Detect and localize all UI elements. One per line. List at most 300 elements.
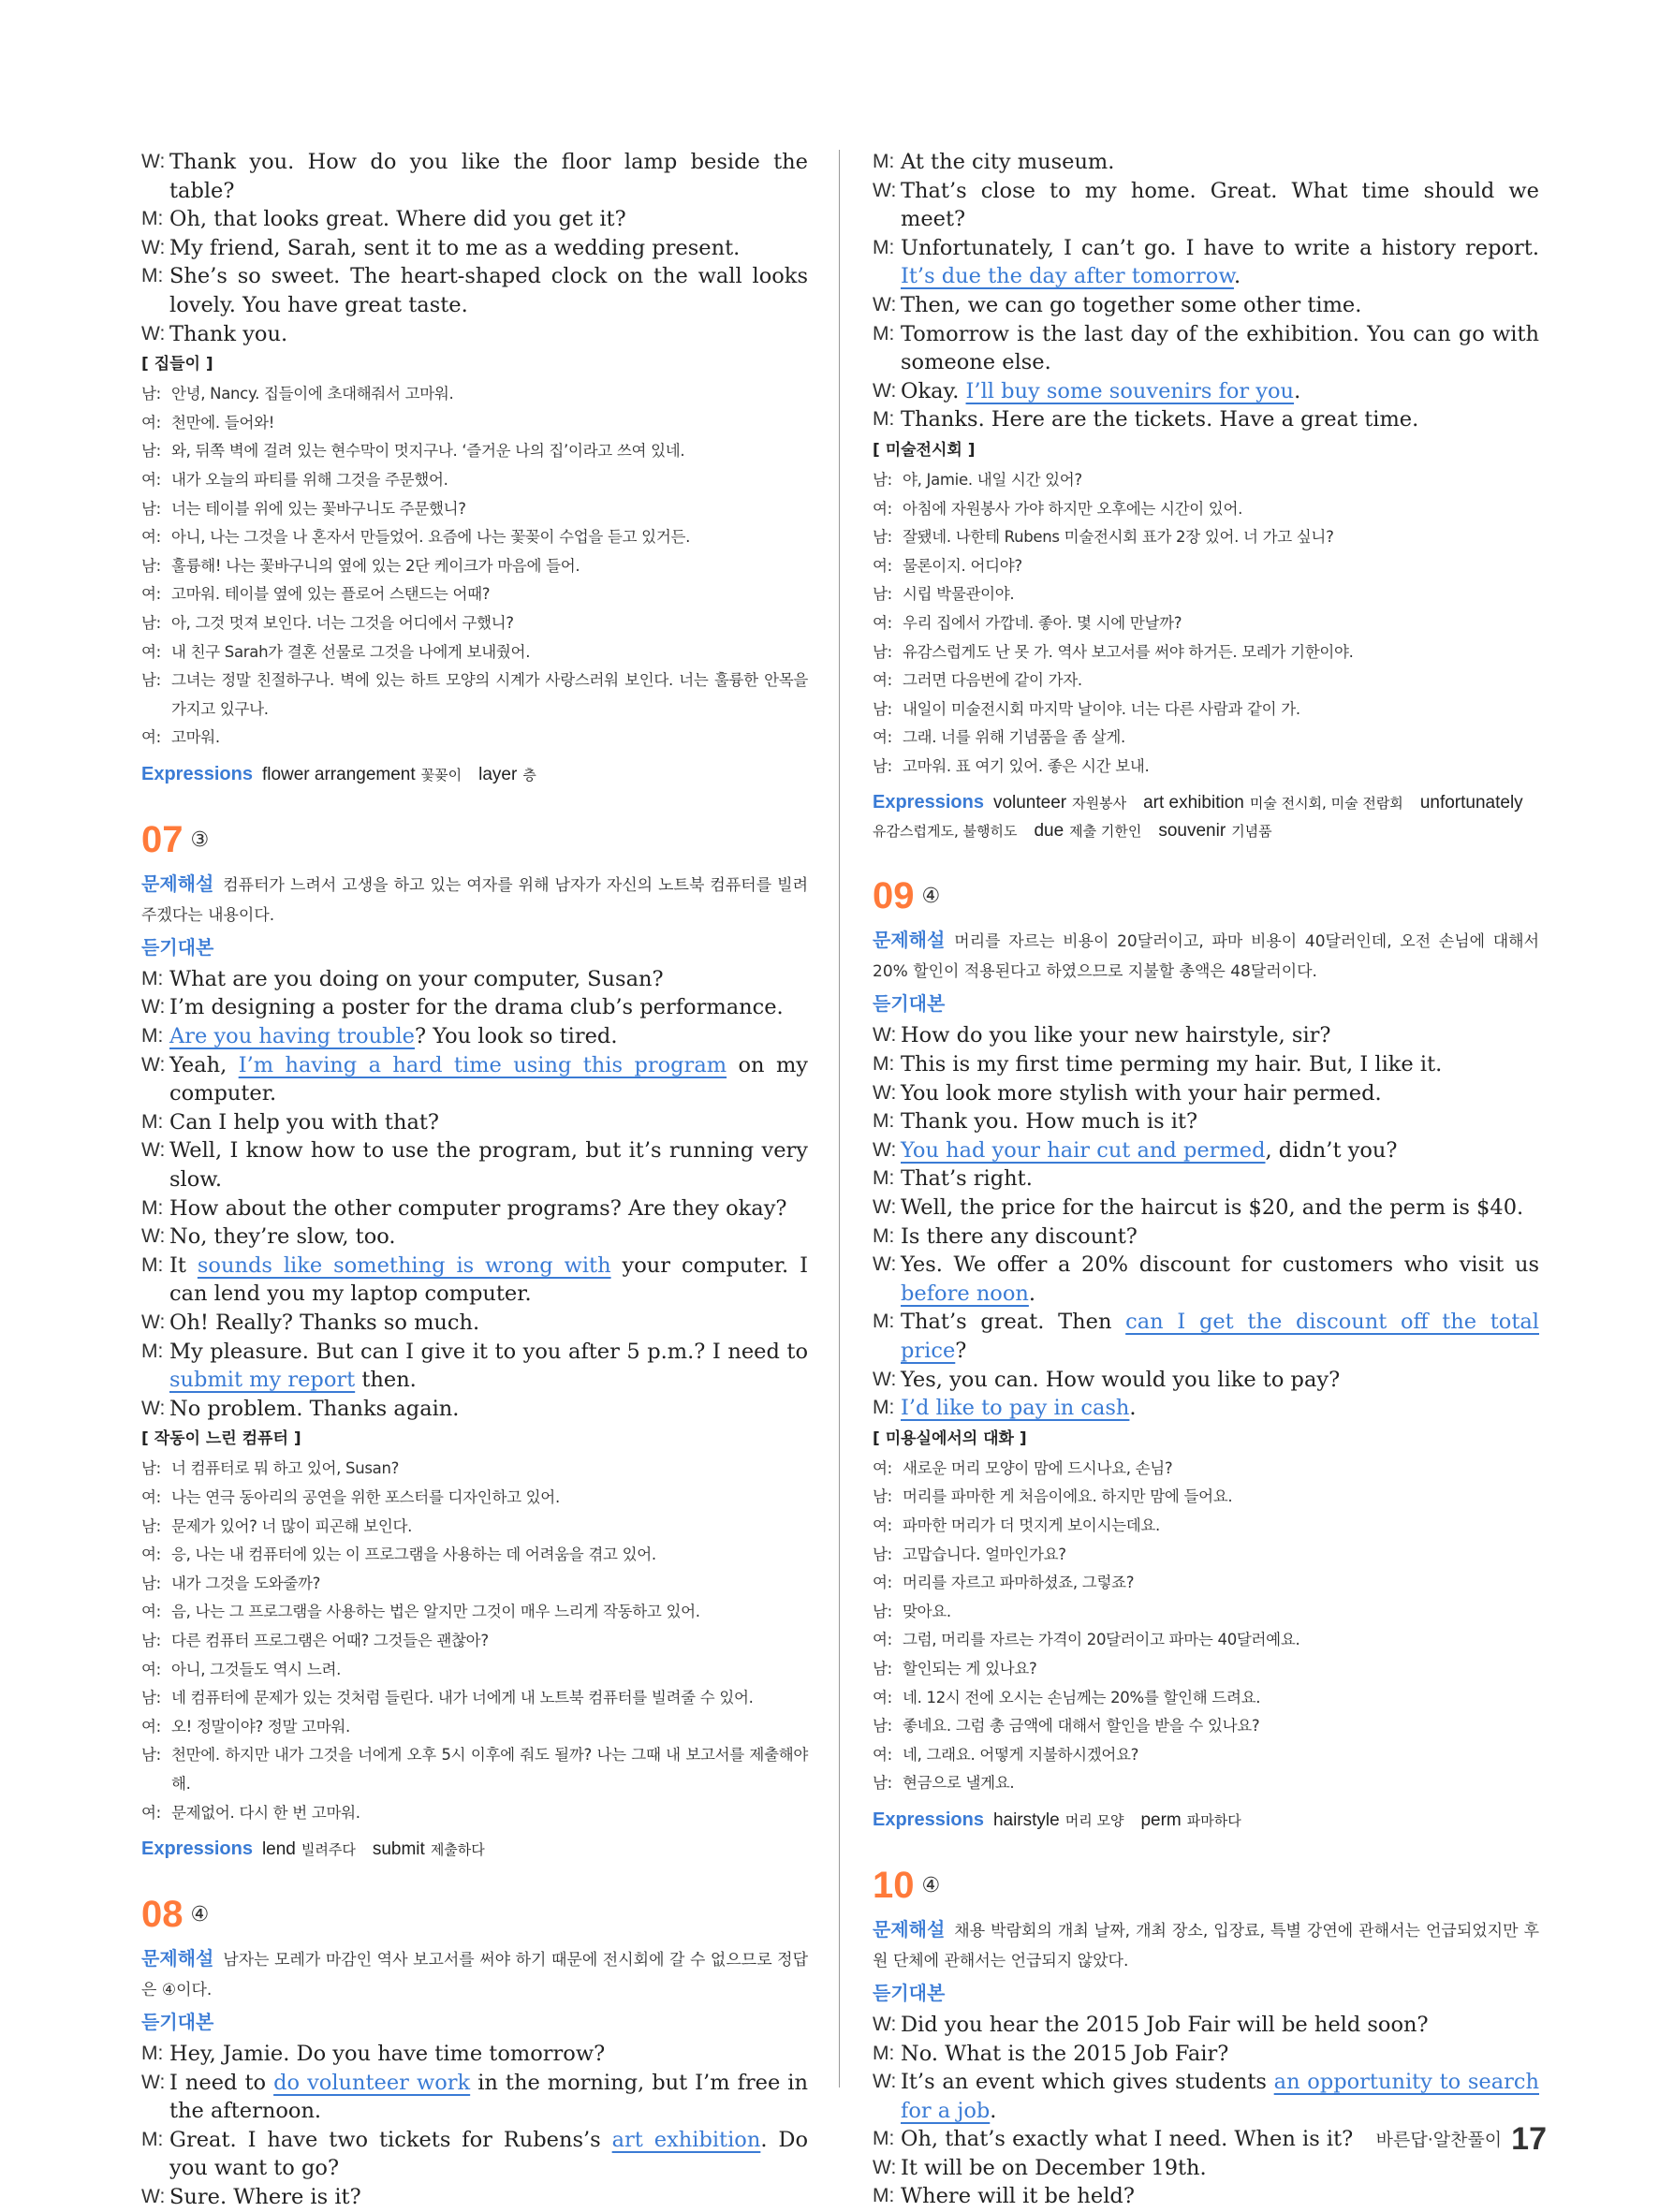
dialogue-text xyxy=(169,965,808,994)
dialogue-text xyxy=(901,1079,1539,1108)
dialogue-line xyxy=(141,1108,808,1137)
speaker-label: W: xyxy=(873,1138,897,1161)
expression-meaning: 빌려주다 xyxy=(301,1841,356,1859)
translation-text: 머리를 파마한 게 처음이에요. 하지만 맘에 들어요. xyxy=(903,1487,1233,1506)
speaker-label: 여: xyxy=(873,499,892,518)
speaker-label: 여: xyxy=(141,528,161,547)
explanation xyxy=(141,870,808,930)
expressions-row xyxy=(141,760,808,789)
expression-term: unfortunately xyxy=(1419,793,1523,813)
translation-text: 네 컴퓨터에 문제가 있는 것처럼 들린다. 내가 너에게 내 노트북 컴퓨터를 빌려줄 수 있어. xyxy=(171,1689,754,1707)
translation-line xyxy=(873,1483,1539,1512)
dialogue-line xyxy=(873,1223,1539,1252)
dialogue-text xyxy=(169,1051,808,1108)
text-run: . xyxy=(1294,378,1301,403)
dialogue-line xyxy=(873,2154,1539,2183)
key-phrase: I’d like to pay in cash xyxy=(901,1396,1130,1421)
explanation-label: 문제해설 xyxy=(141,1949,214,1970)
expression-meaning: 자원봉사 xyxy=(1072,795,1127,813)
text-run: Can I help you with that? xyxy=(169,1109,439,1135)
dialogue-line xyxy=(873,2182,1539,2211)
speaker-label: 남: xyxy=(141,1516,161,1535)
speaker-label: M: xyxy=(141,1340,164,1362)
speaker-label: W: xyxy=(141,1397,166,1419)
translation-line xyxy=(141,580,808,609)
translation-line xyxy=(873,1655,1539,1684)
speaker-label: 남: xyxy=(873,470,892,489)
text-run: At the city museum. xyxy=(901,150,1115,174)
expression-meaning: 층 xyxy=(522,766,536,784)
text-run: You look more stylish with your hair permed. xyxy=(901,1080,1382,1106)
dialogue-text xyxy=(901,320,1539,377)
text-run: on my computer. xyxy=(169,1052,808,1106)
speaker-label: M: xyxy=(873,1224,895,1247)
speaker-label: M: xyxy=(141,2043,164,2065)
dialogue-line xyxy=(141,2069,808,2126)
speaker-label: W: xyxy=(873,1368,897,1390)
expression-term: lend xyxy=(261,1839,296,1860)
speaker-label: M: xyxy=(873,1311,895,1333)
translation-text: 와, 뒤쪽 벽에 걸려 있는 현수막이 멋지구나. ‘즐거운 나의 집’이라고 쓰여 있네. xyxy=(171,442,685,461)
dialogue-text xyxy=(901,1251,1539,1308)
speaker-label: 여: xyxy=(873,671,892,690)
translation-text: 그럼, 머리를 자르는 가격이 20달러이고 파마는 40달러예요. xyxy=(903,1631,1300,1649)
dialogue-text xyxy=(901,1366,1539,1395)
dialogue-text xyxy=(901,1165,1539,1194)
dialogue-line xyxy=(873,2011,1539,2040)
translation-text: 나는 연극 동아리의 공연을 위한 포스터를 디자인하고 있어. xyxy=(171,1487,560,1506)
translation-line xyxy=(873,696,1539,725)
translation-text: 새로운 머리 모양이 맘에 드시나요, 손님? xyxy=(903,1458,1173,1477)
speaker-label: W: xyxy=(141,2186,166,2208)
text-run: I need to xyxy=(169,2070,274,2095)
speaker-label: M: xyxy=(873,2042,895,2064)
translation-text: 유감스럽게도 난 못 가. 역사 보고서를 써야 하거든. 모레가 기한이야. xyxy=(903,642,1354,661)
question-number: 09 xyxy=(873,875,915,917)
translation-line xyxy=(141,724,808,753)
speaker-label: W: xyxy=(873,179,897,201)
text-run: Oh! Really? Thanks so much. xyxy=(169,1311,480,1335)
translation-text: 내가 그것을 도와줄까? xyxy=(171,1574,321,1592)
translation-line xyxy=(141,1484,808,1513)
speaker-label: 남: xyxy=(141,1689,161,1707)
translation-line xyxy=(141,1570,808,1599)
translation-block xyxy=(873,1455,1539,1798)
translation-line xyxy=(873,638,1539,667)
text-run: My pleasure. But can I give it to you after 5 p.m.? I need to xyxy=(169,1339,808,1364)
dialogue-text xyxy=(169,262,808,319)
translation-text: 물론이지. 어디야? xyxy=(903,556,1022,575)
dialogue-line xyxy=(873,1308,1539,1365)
dialogue-line xyxy=(873,234,1539,291)
translation-line xyxy=(141,638,808,667)
text-run: Okay. xyxy=(901,378,966,403)
translation-text: 네, 그래요. 어떻게 지불하시겠어요? xyxy=(903,1745,1139,1764)
text-run: Thank you. xyxy=(169,321,288,346)
dialogue-text xyxy=(169,148,808,205)
translation-text: 아니, 나는 그것을 나 혼자서 만들었어. 요즘에 나는 꽃꽂이 수업을 듣고 있거든. xyxy=(171,528,691,547)
translation-text: 잘됐네. 나한테 Rubens 미술전시회 표가 2장 있어. 너 가고 싶니? xyxy=(903,528,1334,547)
key-phrase: art exhibition xyxy=(611,2127,761,2152)
text-run: It xyxy=(169,1252,198,1278)
dialogue-text xyxy=(901,1223,1539,1252)
dialogue-line xyxy=(141,205,808,234)
right-column xyxy=(873,148,1539,2211)
dialogue-text xyxy=(901,1394,1539,1423)
dialogue-line xyxy=(873,2068,1539,2125)
text-run: Sure. Where is it? xyxy=(169,2185,361,2210)
translation-line xyxy=(141,409,808,438)
text-run: then. xyxy=(355,1368,417,1393)
speaker-label: M: xyxy=(141,967,164,989)
translation-line xyxy=(141,1541,808,1570)
expressions-label: Expressions xyxy=(873,792,984,813)
dialogue-text xyxy=(169,234,808,263)
speaker-label: M: xyxy=(141,1025,164,1047)
text-run: That’s right. xyxy=(901,1166,1033,1192)
dialogue-line xyxy=(873,320,1539,377)
text-run: . xyxy=(1028,1281,1036,1306)
dialogue-text xyxy=(901,1107,1539,1136)
speaker-label: 남: xyxy=(141,442,161,461)
speaker-label: M: xyxy=(873,2128,895,2150)
speaker-label: M: xyxy=(873,322,895,344)
dialogue-line xyxy=(141,1338,808,1395)
speaker-label: W: xyxy=(141,1139,166,1162)
translation-line xyxy=(141,380,808,409)
text-run: . xyxy=(1129,1396,1137,1421)
expression-meaning: 머리 모양 xyxy=(1064,1811,1124,1829)
translation-line xyxy=(873,1541,1539,1570)
speaker-label: 여: xyxy=(141,1803,161,1822)
translation-text: 오! 정말이야? 정말 고마워. xyxy=(171,1717,350,1736)
dialogue-line xyxy=(141,1395,808,1424)
speaker-label: W: xyxy=(873,1081,897,1104)
question-header-09 xyxy=(873,873,1539,926)
answer-mark: ④ xyxy=(921,885,941,909)
key-phrase: You had your hair cut and permed xyxy=(901,1137,1266,1163)
speaker-label: W: xyxy=(141,151,166,172)
column-divider xyxy=(839,150,840,2087)
translation-line xyxy=(141,1713,808,1742)
translation-text: 내 친구 Sarah가 결혼 선물로 그것을 나에게 보내줬어. xyxy=(171,642,531,661)
text-run: It will be on December 19th. xyxy=(901,2155,1207,2180)
script-label-row xyxy=(873,1978,1539,2011)
expressions-row xyxy=(873,1806,1539,1835)
dialogue-text xyxy=(901,1050,1539,1079)
translation-text: 안녕, Nancy. 집들이에 초대해줘서 고마워. xyxy=(171,385,454,403)
text-run: . xyxy=(990,2098,997,2123)
key-phrase: can I get the discount off the total price xyxy=(901,1310,1539,1363)
translation-text: 좋네요. 그럼 총 금액에 대해서 할인을 받을 수 있나요? xyxy=(903,1717,1260,1736)
dialogue-line xyxy=(141,1309,808,1338)
text-run: Yeah, xyxy=(169,1052,239,1077)
expression-term: layer xyxy=(478,764,518,784)
dialogue-line xyxy=(141,2040,808,2069)
translation-line xyxy=(141,466,808,495)
key-phrase: It’s due the day after tomorrow xyxy=(901,264,1234,289)
speaker-label: 남: xyxy=(873,699,892,718)
page-number: 17 xyxy=(1511,2121,1547,2157)
text-run: Oh, that’s exactly what I need. When is it? xyxy=(901,2127,1354,2152)
speaker-label: 남: xyxy=(141,556,161,575)
translation-text: 내가 오늘의 파티를 위해 그것을 주문했어. xyxy=(171,470,448,489)
translation-line xyxy=(141,1627,808,1656)
speaker-label: 남: xyxy=(873,1717,892,1736)
speaker-label: W: xyxy=(141,1311,166,1333)
text-run: What are you doing on your computer, Susan? xyxy=(169,966,664,991)
speaker-label: W: xyxy=(873,379,897,402)
translation-text: 야, Jamie. 내일 시간 있어? xyxy=(903,470,1082,489)
dialogue-line xyxy=(141,234,808,263)
dialogue-line xyxy=(873,291,1539,320)
speaker-label: 남: xyxy=(141,1574,161,1592)
text-run: No, they’re slow, too. xyxy=(169,1224,396,1250)
dialogue-line xyxy=(873,405,1539,434)
dialogue-text xyxy=(901,2040,1539,2069)
question-header-08 xyxy=(141,1892,808,1944)
text-run: Hey, Jamie. Do you have time tomorrow? xyxy=(169,2042,606,2067)
text-run: Great. I have two tickets for Rubens’s xyxy=(169,2127,612,2152)
dialogue-block xyxy=(873,1021,1539,1422)
dialogue-text xyxy=(169,2126,808,2183)
speaker-label: M: xyxy=(873,2185,895,2207)
speaker-label: 남: xyxy=(873,756,892,775)
translation-text: 파마한 머리가 더 멋지게 보이시는데요. xyxy=(903,1516,1160,1534)
dialogue-line xyxy=(141,320,808,349)
dialogue-line xyxy=(873,1107,1539,1136)
dialogue-line xyxy=(141,965,808,994)
translation-line xyxy=(873,667,1539,696)
text-run: Thank you. How do you like the floor lamp beside the table? xyxy=(169,150,808,203)
text-run: Thank you. How much is it? xyxy=(901,1109,1198,1135)
speaker-label: 여: xyxy=(873,1631,892,1649)
explanation-text: 컴퓨터가 느려서 고생을 하고 있는 여자를 위해 남자가 자신의 노트북 컴퓨터를 빌려주겠다는 내용이다. xyxy=(141,875,808,925)
translation-text: 문제없어. 다시 한 번 고마워. xyxy=(171,1803,360,1822)
text-run: Unfortunately, I can’t go. I have to write a history report. xyxy=(901,235,1539,260)
dialogue-line xyxy=(141,1252,808,1309)
expressions-label: Expressions xyxy=(873,1809,984,1830)
translation-text: 맞아요. xyxy=(903,1602,951,1620)
dialogue-line xyxy=(141,1136,808,1194)
speaker-label: M: xyxy=(873,1397,895,1419)
speaker-label: W: xyxy=(873,293,897,315)
speaker-label: M: xyxy=(141,1110,164,1133)
dialogue-text xyxy=(169,1223,808,1252)
explanation-label: 문제해설 xyxy=(873,930,946,952)
expression-term: due xyxy=(1034,821,1064,842)
translation-line xyxy=(873,1712,1539,1741)
translation-line xyxy=(141,1455,808,1484)
text-run: No problem. Thanks again. xyxy=(169,1396,460,1421)
dialogue-text xyxy=(169,2183,808,2212)
text-run: She’s so sweet. The heart-shaped clock on the wall looks lovely. You have great taste. xyxy=(169,264,808,317)
speaker-label: M: xyxy=(873,408,895,431)
expression-meaning: 제출하다 xyxy=(430,1841,485,1859)
speaker-label: W: xyxy=(873,1024,897,1047)
dialogue-line xyxy=(141,993,808,1022)
explanation-text: 채용 박람회의 개최 날짜, 개최 장소, 입장료, 특별 강연에 관해서는 언급되었지만 후원 단체에 관해서는 언급되지 않았다. xyxy=(873,1921,1539,1970)
speaker-label: 여: xyxy=(141,1545,161,1564)
question-header-07 xyxy=(141,817,808,870)
translation-line xyxy=(141,1684,808,1713)
translation-text: 할인되는 게 있나요? xyxy=(903,1659,1037,1677)
translation-text: 그녀는 정말 친절하구나. 벽에 있는 하트 모양의 시계가 사랑스러워 보인다. 너는 훌륭한 안목을 가지고 있구나. xyxy=(171,671,808,718)
expression-meaning: 기념품 xyxy=(1231,823,1272,841)
translation-text: 아침에 자원봉사 가야 하지만 오후에는 시간이 있어. xyxy=(903,499,1243,518)
footer-label: 바른답·알찬풀이 xyxy=(1375,2130,1503,2150)
script-label: 듣기대본 xyxy=(141,2013,214,2034)
speaker-label: M: xyxy=(141,2128,164,2150)
speaker-label: M: xyxy=(873,236,895,258)
translation-text: 고마워. xyxy=(171,728,220,747)
translation-block xyxy=(873,466,1539,782)
question-number: 07 xyxy=(141,818,184,860)
dialogue-block xyxy=(141,2040,808,2212)
translation-text: 고맙습니다. 얼마인가요? xyxy=(903,1545,1066,1563)
dialogue-text xyxy=(901,177,1539,234)
dialogue-text xyxy=(901,2068,1539,2125)
question-number: 10 xyxy=(873,1864,915,1906)
translation-text: 시립 박물관이야. xyxy=(903,585,1015,604)
speaker-label: 여: xyxy=(141,1717,161,1736)
speaker-label: W: xyxy=(141,1225,166,1248)
translation-line xyxy=(141,1741,808,1798)
translation-line xyxy=(873,753,1539,782)
script-label-row xyxy=(873,989,1539,1021)
speaker-label: W: xyxy=(873,2156,897,2178)
key-phrase: an opportunity to search for a job xyxy=(901,2070,1539,2123)
speaker-label: M: xyxy=(141,265,164,287)
question-number: 08 xyxy=(141,1894,184,1936)
speaker-label: 여: xyxy=(141,413,161,432)
translation-line xyxy=(141,523,808,552)
dialogue-line xyxy=(873,1366,1539,1395)
translation-line xyxy=(873,523,1539,552)
explanation-label: 문제해설 xyxy=(873,1919,946,1941)
speaker-label: 남: xyxy=(873,528,892,547)
text-run: ? You look so tired. xyxy=(414,1024,618,1049)
speaker-label: 여: xyxy=(873,728,892,747)
dialogue-text xyxy=(901,2011,1539,2040)
translation-line xyxy=(873,1455,1539,1484)
text-run: That’s close to my home. Great. What time should we meet? xyxy=(901,178,1539,232)
text-run: ? xyxy=(955,1339,967,1363)
dialogue-text xyxy=(901,1021,1539,1050)
dialogue-line xyxy=(873,1165,1539,1194)
translation-text: 응, 나는 내 컴퓨터에 있는 이 프로그램을 사용하는 데 어려움을 겪고 있어. xyxy=(171,1545,656,1564)
key-phrase: before noon xyxy=(901,1281,1029,1306)
translation-line xyxy=(873,466,1539,495)
translation-line xyxy=(141,609,808,638)
section-subtitle: [ 집들이 ] xyxy=(141,355,213,374)
expressions-row xyxy=(873,788,1539,845)
speaker-label: 남: xyxy=(873,1487,892,1506)
key-phrase: I’m having a hard time using this program xyxy=(238,1052,727,1077)
speaker-label: 여: xyxy=(141,728,161,747)
expression-meaning: 꽃꽂이 xyxy=(420,766,462,784)
speaker-label: 남: xyxy=(141,1459,161,1478)
speaker-label: W: xyxy=(141,2071,166,2093)
translation-text: 너 컴퓨터로 뭐 하고 있어, Susan? xyxy=(171,1459,400,1478)
translation-line xyxy=(873,1741,1539,1770)
text-run: Thanks. Here are the tickets. Have a great time. xyxy=(901,407,1419,432)
speaker-label: 남: xyxy=(873,1602,892,1620)
translation-line xyxy=(141,437,808,466)
dialogue-text xyxy=(169,1136,808,1194)
text-run: in the morning, but I’m free in the afternoon. xyxy=(169,2070,808,2124)
speaker-label: 남: xyxy=(873,585,892,604)
speaker-label: W: xyxy=(873,1196,897,1219)
text-run: This is my first time perming my hair. But, I like it. xyxy=(901,1052,1443,1077)
speaker-label: 여: xyxy=(873,1458,892,1477)
translation-text: 아니, 그것들도 역시 느려. xyxy=(171,1660,342,1678)
translation-text: 머리를 자르고 파마하셨죠, 그렇죠? xyxy=(903,1574,1135,1592)
expressions-label: Expressions xyxy=(141,1838,253,1860)
speaker-label: M: xyxy=(873,151,895,172)
dialogue-text xyxy=(169,1252,808,1309)
speaker-label: M: xyxy=(873,1053,895,1076)
speaker-label: 여: xyxy=(141,1487,161,1506)
left-column xyxy=(141,148,808,2212)
text-run: . xyxy=(1233,264,1241,289)
dialogue-line xyxy=(873,1136,1539,1165)
text-run: Tomorrow is the last day of the exhibition. You can go with someone else. xyxy=(901,321,1539,375)
speaker-label: 남: xyxy=(873,1659,892,1677)
expression-meaning: 파마하다 xyxy=(1186,1811,1241,1829)
speaker-label: 남: xyxy=(141,385,161,403)
answer-mark: ③ xyxy=(190,828,210,852)
text-run: Oh, that looks great. Where did you get it? xyxy=(169,207,626,232)
speaker-label: 남: xyxy=(141,613,161,632)
dialogue-line xyxy=(873,1194,1539,1223)
script-label-row xyxy=(141,2007,808,2040)
text-run: How do you like your new hairstyle, sir? xyxy=(901,1023,1331,1048)
text-run: Yes, you can. How would you like to pay? xyxy=(901,1367,1341,1392)
dialogue-text xyxy=(169,1309,808,1338)
dialogue-line xyxy=(141,2126,808,2183)
key-phrase: do volunteer work xyxy=(273,2070,471,2095)
translation-text: 천만에. 하지만 내가 그것을 너에게 오후 5시 이후에 줘도 될까? 나는 그때 내 보고서를 제출해야 해. xyxy=(171,1746,808,1793)
translation-text: 아, 그것 멋져 보인다. 너는 그것을 어디에서 구했니? xyxy=(171,613,514,632)
translation-line xyxy=(873,495,1539,524)
translation-text: 천만에. 들어와! xyxy=(171,413,275,432)
speaker-label: 남: xyxy=(873,1774,892,1793)
dialogue-text xyxy=(169,320,808,349)
script-label: 듣기대본 xyxy=(141,937,214,959)
speaker-label: 여: xyxy=(873,1745,892,1764)
speaker-label: W: xyxy=(873,1253,897,1276)
speaker-label: 남: xyxy=(873,1545,892,1563)
speaker-label: 여: xyxy=(141,585,161,604)
speaker-label: M: xyxy=(873,1110,895,1133)
dialogue-line xyxy=(141,262,808,319)
key-phrase: Are you having trouble xyxy=(169,1024,415,1049)
explanation-label: 문제해설 xyxy=(141,873,214,895)
dialogue-text xyxy=(169,2069,808,2126)
translation-text: 다른 컴퓨터 프로그램은 어때? 그것들은 괜찮아? xyxy=(171,1631,489,1649)
translation-text: 그래. 너를 위해 기념품을 좀 살게. xyxy=(903,728,1125,747)
section-subtitle: [ 작동이 느린 컴퓨터 ] xyxy=(141,1429,301,1449)
section-subtitle: [ 미술전시회 ] xyxy=(873,440,976,460)
dialogue-text xyxy=(901,1194,1539,1223)
translation-text: 훌륭해! 나는 꽃바구니의 옆에 있는 2단 케이크가 마음에 들어. xyxy=(171,556,580,575)
translation-text: 고마워. 표 여기 있어. 좋은 시간 보내. xyxy=(903,756,1150,775)
speaker-label: 여: xyxy=(141,1603,161,1621)
page-footer xyxy=(1376,2121,1547,2158)
speaker-label: 여: xyxy=(141,1660,161,1678)
expression-term: volunteer xyxy=(992,793,1067,813)
